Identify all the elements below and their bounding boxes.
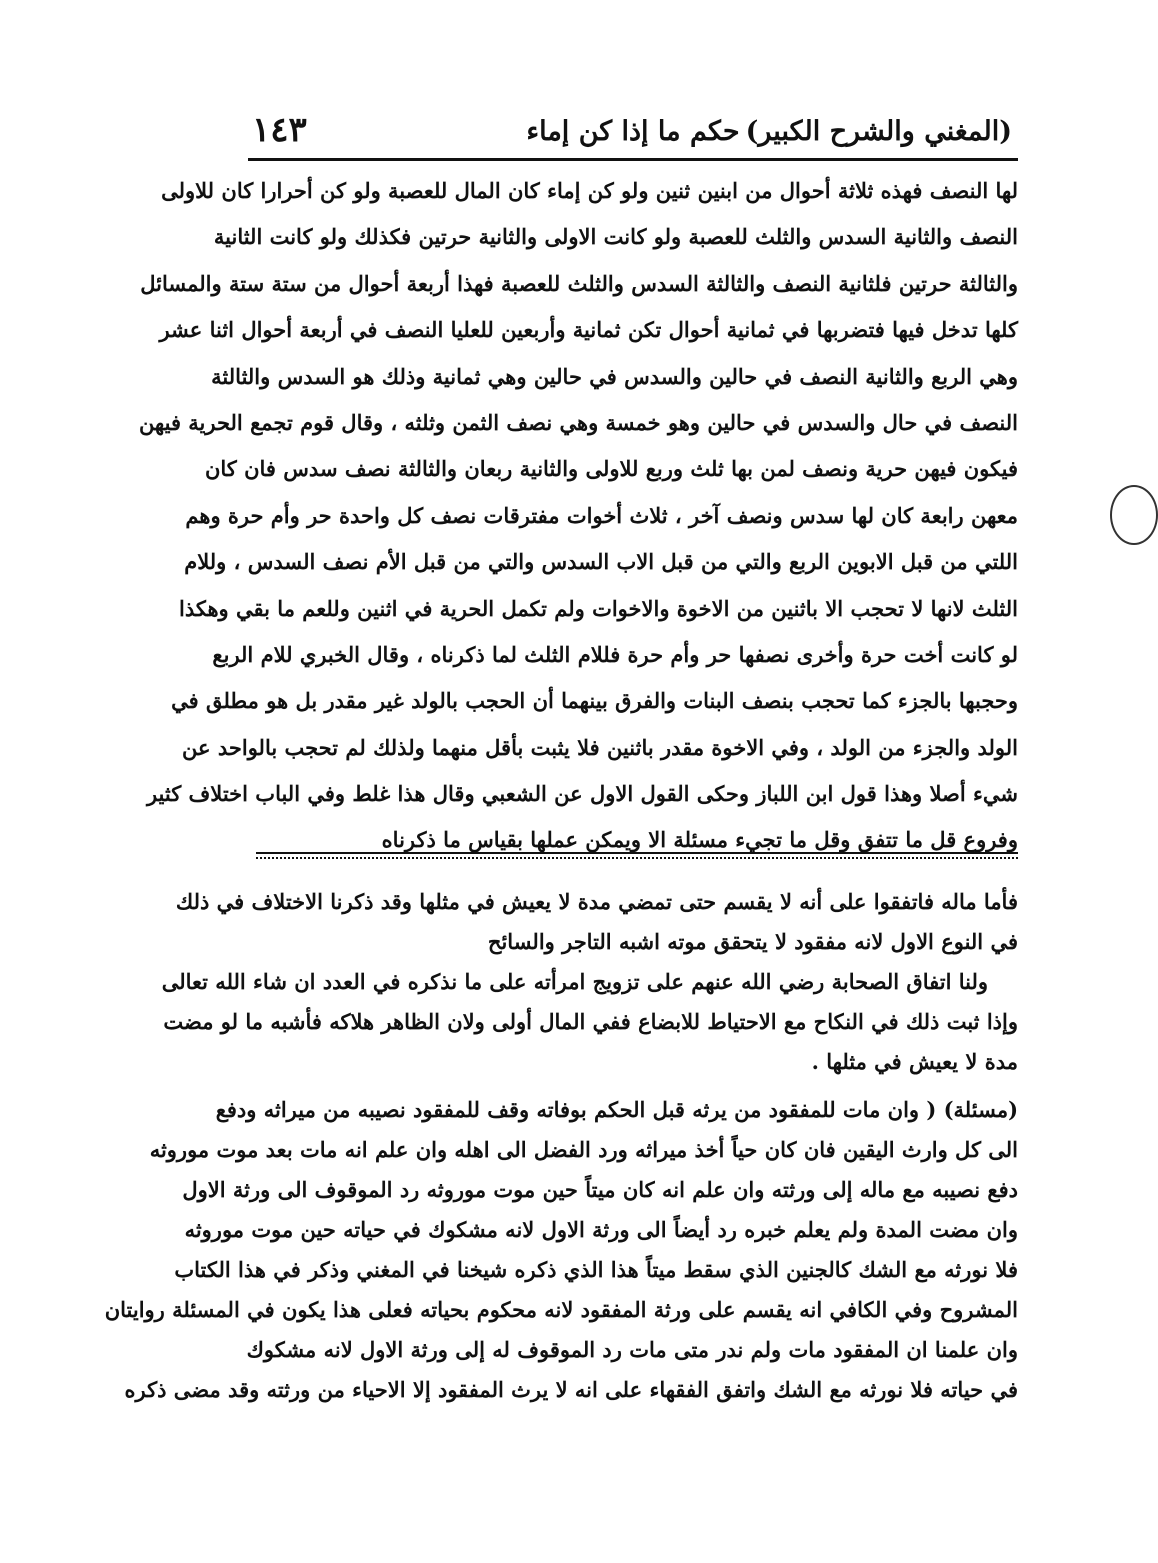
text-line: وفروع قل ما تتفق وقل ما تجيء مسئلة الا ويمكن عملها بقياس ما ذكرناه [381,827,1018,853]
text-line: (مسئلة) ( وان مات للمفقود من يرثه قبل الحكم بوفاته وقف للمفقود نصيبه من ميراثه ودفع [215,1097,1018,1122]
text-line: كلها تدخل فيها فتضربها في ثمانية أحوال تكن ثمانية وأربعين للعليا النصف في أربعة أحوال اثنا عشر [159,317,1018,343]
text-line: النصف والثانية السدس والثلث للعصبة ولو كانت الاولى والثانية حرتين فكذلك ولو كانت الثانية [213,224,1018,250]
text-line: اللتي من قبل الابوين الربع والتي من قبل الاب السدس والتي من قبل الأم نصف السدس ، وللام [184,549,1018,575]
text-line: دفع نصيبه مع ماله إلى ورثته وان علم انه كان ميتاً حين موت موروثه رد الموقوف الى ورثة الاول [182,1177,1018,1202]
text-line: في النوع الاول لانه مفقود لا يتحقق موته اشبه التاجر والسائح [487,929,1018,954]
text-line: وحجبها بالجزء كما تحجب بنصف البنات والفرق بينهما أن الحجب بالولد غير مقدر بل هو مطلق في [171,688,1018,714]
text-line: الثلث لانها لا تحجب الا باثنين من الاخوة والاخوات ولم تكمل الحرية في اثنين وللعم ما بقي وهكذا [179,595,1018,621]
text-line: الى كل وارث اليقين فان كان حياً أخذ ميراثه ورد الفضل الى اهله وان علم انه مات بعد موت موروثه [149,1137,1018,1162]
header-rule [248,158,1018,161]
text-line: فلا نورثه مع الشك كالجنين الذي سقط ميتاً هذا الذي ذكره شيخنا في المغني وذكر في هذا الكتاب [174,1257,1018,1282]
section-title: حكم ما إذا كن إماء [526,116,740,147]
text-line: معهن رابعة كان لها سدس ونصف آخر ، ثلاث أخوات مفترقات نصف كل واحدة حر وأم حرة وهم [185,502,1018,528]
text-line: في حياته فلا نورثه مع الشك واتفق الفقهاء على انه لا يرث المفقود إلا الاحياء من ورثته وقد مضى ذكره [124,1377,1018,1402]
scan-margin-mark [1110,485,1158,545]
text-line: لها النصف فهذه ثلاثة أحوال من ابنين ثنين ولو كن إماء كان المال للعصبة ولو كن أحرارا كان للاولى [161,178,1018,203]
text-line: وان علمنا ان المفقود مات ولم ندر متى مات رد الموقوف له إلى ورثة الاول لانه مشكوك [246,1337,1018,1362]
commentary-text-block [104,882,1018,1410]
text-line: لو كانت أخت حرة وأخرى نصفها حر وأم حرة فللام الثلث لما ذكرناه ، وقال الخبري للام الربع [212,641,1018,667]
text-line: ولنا اتفاق الصحابة رضي الله عنهم على تزويج امرأته على ما نذكره في العدد ان شاء الله تعالى [161,969,988,994]
page-header [248,110,1018,156]
book-title: (المغني والشرح الكبير) [745,116,1012,147]
text-line: وهي الربع والثانية النصف في حالين والسدس في حالين وهي ثمانية وذلك هو السدس والثالثة [211,363,1018,389]
text-line: وإذا ثبت ذلك في النكاح مع الاحتياط للابضاع ففي المال أولى ولان الظاهر هلاكه فأشبه ما لو مضت [163,1009,1018,1034]
text-line: والثالثة حرتين فلثانية النصف والثالثة السدس والثلث للعصبة فهذا أربعة أحوال من ستة ستة والمسائل [140,270,1018,296]
text-line: شيء أصلا وهذا قول ابن اللباز وحكى القول الاول عن الشعبي وقال هذا غلط وفي الباب اختلاف كثير [146,781,1018,807]
page-number: ١٤٣ [252,110,307,150]
text-line: الولد والجزء من الولد ، وفي الاخوة مقدر باثنين فلا يثبت بأقل منهما ولذلك لم تحجب بالواحد عن [182,734,1018,760]
text-line: مدة لا يعيش في مثلها . [811,1049,1018,1074]
text-line: وان مضت المدة ولم يعلم خبره رد أيضاً الى ورثة الاول لانه مشكوك في حياته حين موت موروثه [184,1217,1018,1242]
text-line: المشروح وفي الكافي انه يقسم على ورثة المفقود لانه محكوم بحياته فعلى هذا يكون في المسئلة روايتان [104,1297,1018,1322]
text-line: فأما ماله فاتفقوا على أنه لا يقسم حتى تمضي مدة لا يعيش في مثلها وقد ذكرنا الاختلاف في ذلك [175,889,1018,914]
text-line: النصف في حال والسدس في حالين وهو خمسة وهي نصف الثمن وثلثه ، وقال قوم تجمع الحرية فيهن [138,409,1018,435]
section-divider [256,852,1018,862]
main-text-block [138,168,1018,864]
text-line: فيكون فيهن حرية ونصف لمن بها ثلث وربع للاولى والثانية ربعان والثالثة نصف سدس فان كان [204,456,1018,482]
